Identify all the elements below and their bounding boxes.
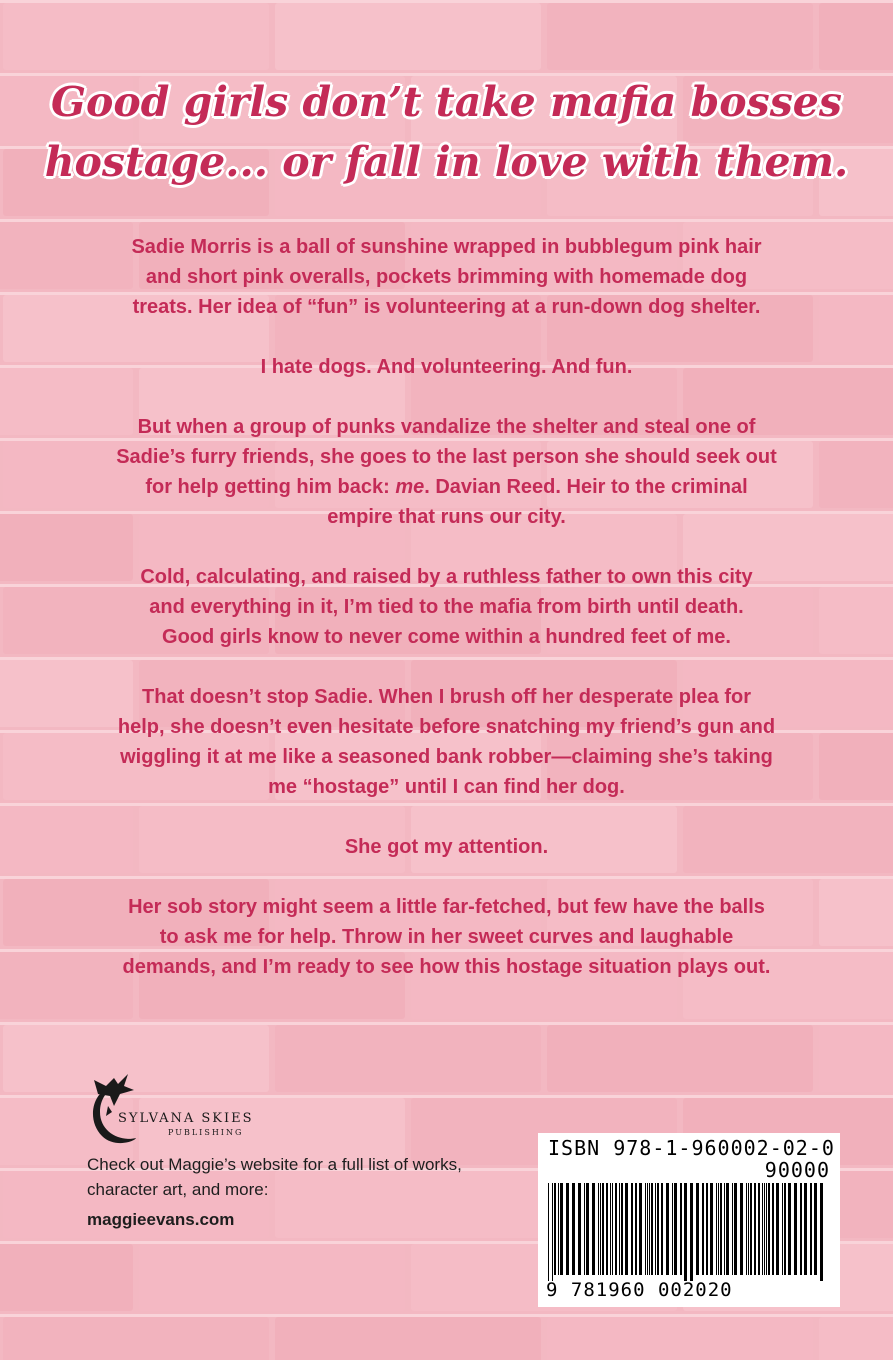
book-blurb (60, 232, 833, 982)
blurb-paragraph-3 (60, 412, 833, 532)
blurb-paragraph-6: She got my attention. (344, 836, 549, 858)
blurb-p3-emphasis: me (395, 476, 425, 498)
tagline (0, 72, 893, 192)
publisher-subtitle: PUBLISHING (168, 1128, 244, 1137)
publisher-name: SYLVANA SKIES (118, 1111, 254, 1126)
barcode-digits: 9 781960 002020 (546, 1279, 733, 1301)
website-promo: Check out Maggie’s website for a full list of works, character art, and more: (87, 1155, 462, 1199)
blurb-p3-end: . Davian Reed. Heir to the criminal empire that runs our city. (327, 476, 748, 528)
isbn-barcode (538, 1133, 840, 1307)
blurb-paragraph-2: I hate dogs. And volunteering. And fun. (260, 356, 633, 378)
blurb-paragraph-4: Cold, calculating, and raised by a ruthless father to own this city and everything in it, I’m tied to the mafia from birth until death. Good girls know to never come within a hundred feet of me. (140, 566, 753, 648)
barcode-bars (546, 1183, 832, 1281)
blurb-paragraph-1: Sadie Morris is a ball of sunshine wrapped in bubblegum pink hair and short pink overalls, pockets brimming with homemade dog treats. Her idea of “fun” is volunteering at a run-down dog shelter. (131, 236, 762, 318)
tagline-line-2: hostage... or fall in love with them. (44, 138, 849, 186)
blurb-p3-start: But when a group of punks vandalize the shelter and steal one of Sadie’s furry friends, she goes to the last person she should seek out for help getting him back: (116, 416, 777, 498)
website-url: maggieevans.com (87, 1210, 235, 1229)
tagline-line-1: Good girls don’t take mafia bosses (51, 78, 842, 126)
blurb-paragraph-7: Her sob story might seem a little far-fetched, but few have the balls to ask me for help. Throw in her sweet curves and laughable demands, and I’m ready to see how this hostage situation plays out. (122, 896, 771, 978)
blurb-paragraph-5: That doesn’t stop Sadie. When I brush off her desperate plea for help, she doesn’t even hesitate before snatching my friend’s gun and wiggling it at me like a seasoned bank robber—claiming she’s taking me “hostage” until I can find her dog. (117, 686, 776, 798)
price-code: 90000 (764, 1158, 830, 1182)
isbn-number: ISBN 978-1-960002-02-0 (548, 1136, 835, 1160)
publisher-logo (84, 1072, 284, 1152)
